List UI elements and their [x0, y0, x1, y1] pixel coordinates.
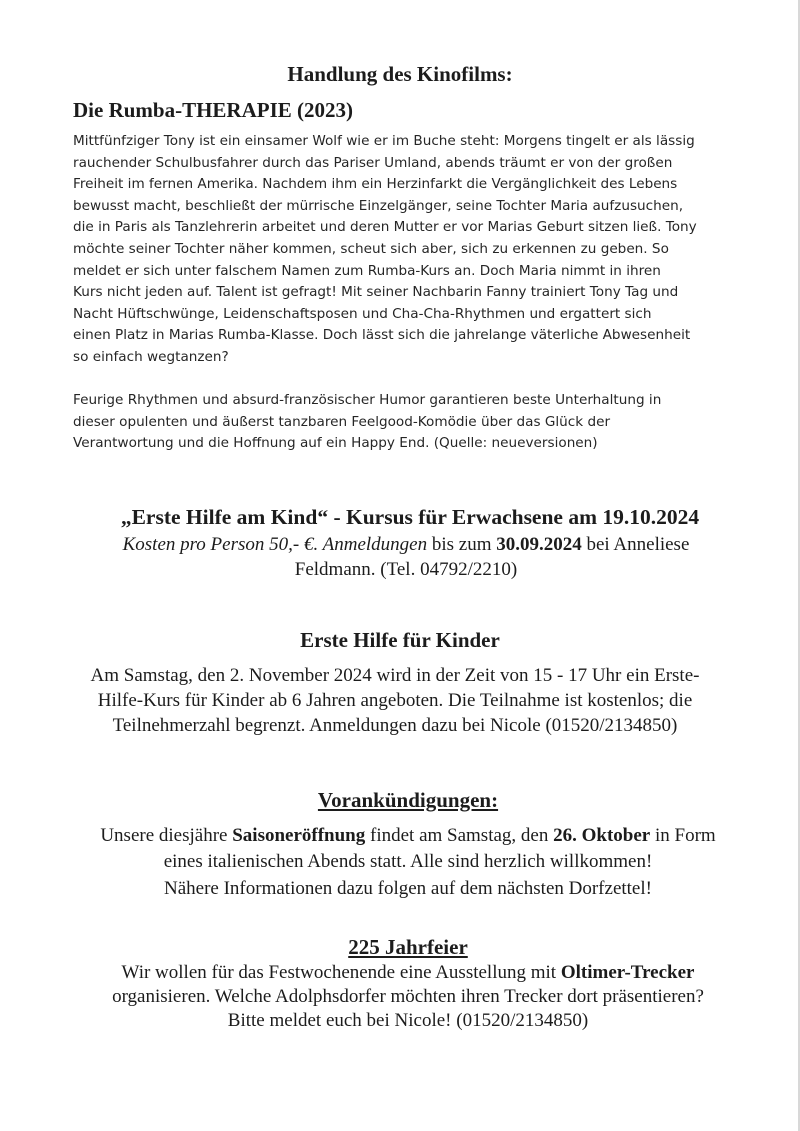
announcement-more-info: Nähere Informationen dazu folgen auf dem nächsten Dorfzettel! — [164, 878, 652, 899]
first-aid-child-details — [0, 532, 800, 582]
film-review — [73, 390, 733, 455]
synopsis-line: möchte seiner Tochter näher kommen, scheut sich aber, sich zu erkennen zu geben. So — [73, 240, 669, 257]
synopsis-line: Nacht Hüftschwünge, Leidenschaftsposen und Cha-Cha-Rhythmen und ergattert sich — [73, 305, 652, 322]
film-synopsis — [73, 131, 733, 369]
synopsis-line: bewusst macht, beschließt der mürrische Einzelgänger, seine Tochter Maria aufzusuchen, — [73, 197, 684, 214]
announcement-event: Saisoneröffnung — [232, 825, 366, 846]
film-title: Die Rumba-THERAPIE (2023) — [73, 98, 354, 122]
first-aid-cost: Kosten pro Person 50,- €. Anmeldungen — [122, 534, 428, 555]
review-line: dieser opulenten und äußerst tanzbaren Feelgood-Komödie über das Glück der — [73, 413, 611, 430]
anniversary-body — [0, 961, 800, 1033]
announcement-line-2: eines italienischen Abends statt. Alle sind herzlich willkommen! — [163, 851, 653, 872]
review-line: Feurige Rhythmen und absurd-französischer Humor garantieren beste Unterhaltung in — [73, 392, 662, 408]
anniversary-intro: Wir wollen für das Festwochenende eine Ausstellung mit — [121, 962, 561, 983]
kids-line: Hilfe-Kurs für Kinder ab 6 Jahren angeboten. Die Teilnahme ist kostenlos; die — [97, 690, 693, 711]
kids-line: Am Samstag, den 2. November 2024 wird in der Zeit von 15 - 17 Uhr ein Erste- — [90, 665, 700, 686]
first-aid-until: bis zum — [427, 534, 497, 555]
first-aid-kids-body — [0, 663, 790, 738]
first-aid-deadline: 30.09.2024 — [496, 534, 582, 555]
anniversary-highlight: Oltimer-Trecker — [560, 962, 695, 983]
anniversary-line-2: organisieren. Welche Adolphsdorfer möchten ihren Trecker dort präsentieren? — [112, 986, 704, 1007]
film-section-heading: Handlung des Kinofilms: — [287, 62, 513, 86]
synopsis-line: so einfach wegtanzen? — [73, 348, 229, 365]
first-aid-with: bei Anneliese — [581, 534, 690, 555]
announcement-tail: in Form — [650, 825, 716, 846]
anniversary-line-3: Bitte meldet euch bei Nicole! (01520/2134850) — [227, 1010, 589, 1031]
synopsis-line: meldet er sich unter falschem Namen zum Rumba-Kurs an. Doch Maria nimmt in ihren — [73, 262, 661, 279]
announcement-mid: findet am Samstag, den — [365, 825, 554, 846]
announcement-intro: Unsere diesjähre — [100, 825, 233, 846]
first-aid-contact: Feldmann. (Tel. 04792/2210) — [294, 559, 518, 580]
first-aid-child-title: „Erste Hilfe am Kind“ - Kursus für Erwachsene am 19.10.2024 — [120, 505, 700, 529]
review-line: Verantwortung und die Hoffnung auf ein Happy End. (Quelle: neueversionen) — [73, 435, 598, 452]
synopsis-line: rauchender Schulbusfahrer durch das Pariser Umland, abends träumt er von der großen — [73, 154, 673, 171]
synopsis-line: einen Platz in Marias Rumba-Klasse. Doch lässt sich die jahrelange väterliche Abwesenheit — [73, 327, 691, 344]
synopsis-line: Mittfünfziger Tony ist ein einsamer Wolf wie er im Buche steht: Morgens tingelt er als lässig — [73, 133, 695, 149]
announcements-title: Vorankündigungen: — [317, 788, 499, 812]
announcement-date: 26. Oktober — [553, 825, 651, 846]
first-aid-kids-title: Erste Hilfe für Kinder — [300, 628, 500, 652]
anniversary-title: 225 Jahrfeier — [348, 935, 468, 959]
synopsis-line: Kurs nicht jeden auf. Talent ist gefragt! Mit seiner Nachbarin Fanny trainiert Tony Tag und — [73, 284, 679, 301]
synopsis-line: die in Paris als Tanzlehrerin arbeitet und deren Mutter er vor Marias Geburt sitzen ließ. Tony — [73, 219, 697, 236]
kids-line: Teilnehmerzahl begrenzt. Anmeldungen dazu bei Nicole (01520/2134850) — [112, 715, 678, 736]
synopsis-line: Freiheit im fernen Amerika. Nachdem ihm ein Herzinfarkt die Vergänglichkeit des Lebens — [73, 176, 678, 193]
announcements-body — [0, 823, 800, 875]
